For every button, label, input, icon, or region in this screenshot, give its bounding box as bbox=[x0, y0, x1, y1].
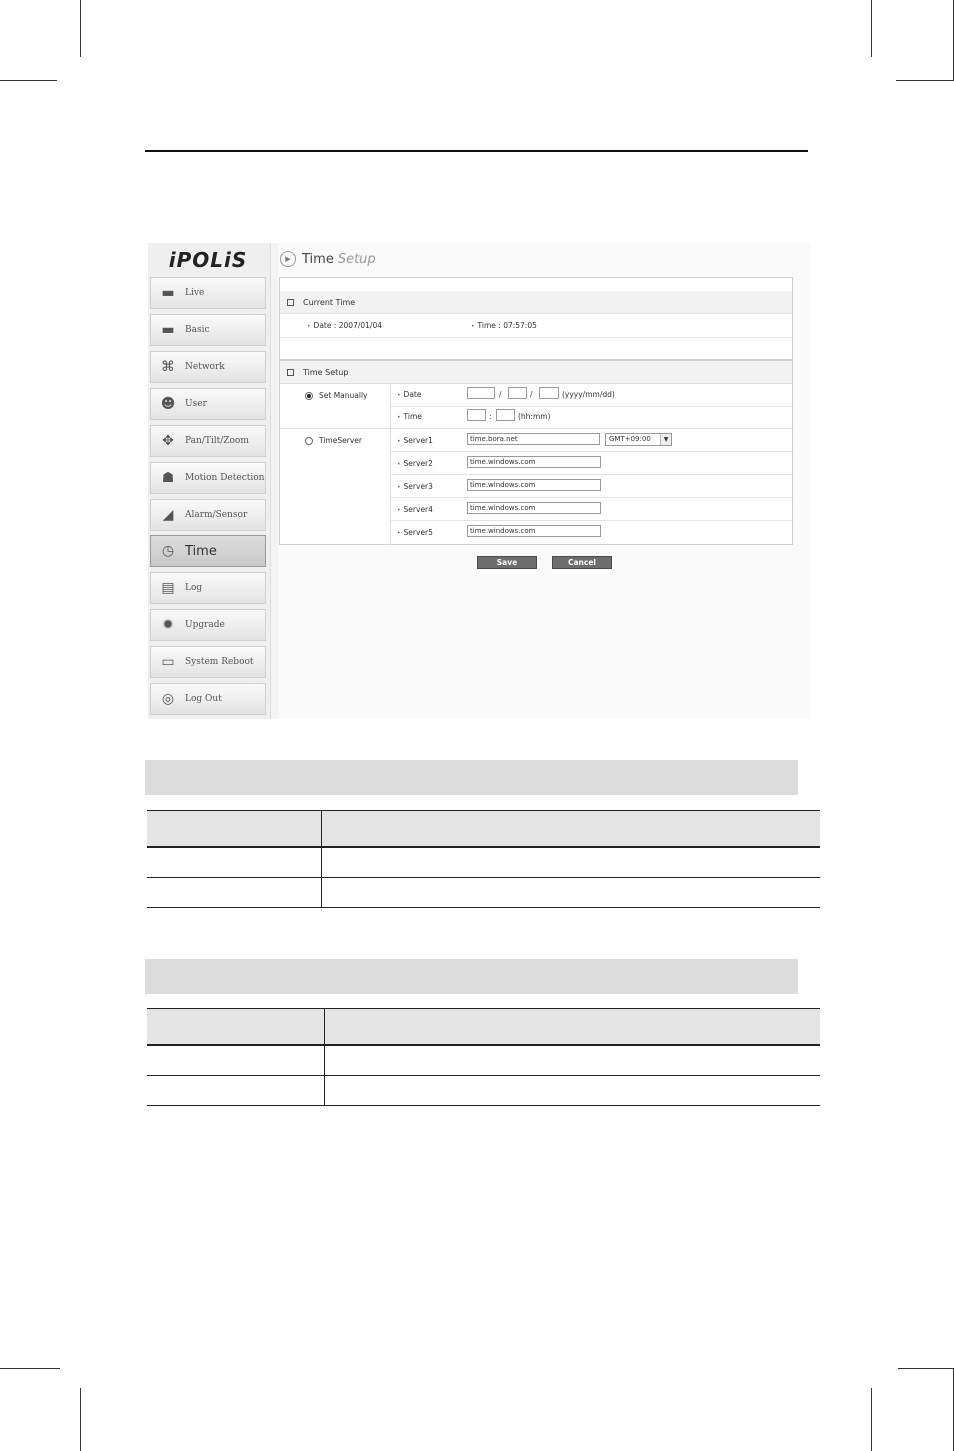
divider bbox=[280, 428, 794, 429]
main-content bbox=[278, 243, 811, 719]
current-date: • Date : 2007/01/04 bbox=[307, 321, 382, 330]
sidebar-item-basic[interactable] bbox=[150, 314, 266, 346]
sidebar-item-network[interactable] bbox=[150, 351, 266, 383]
network-icon: ⌘ bbox=[161, 359, 175, 375]
sidebar-item-label: Basic bbox=[185, 325, 210, 335]
table-row bbox=[147, 1076, 820, 1106]
square-icon bbox=[287, 299, 294, 306]
table-row bbox=[147, 847, 820, 878]
crop-mark bbox=[871, 1388, 872, 1451]
square-icon bbox=[287, 369, 294, 376]
chevron-down-icon[interactable]: ▼ bbox=[660, 434, 671, 445]
motion-icon: ☗ bbox=[161, 470, 175, 486]
sidebar-item-system-reboot[interactable] bbox=[150, 646, 266, 678]
server4-label: • Server4 bbox=[397, 505, 433, 514]
time-setup-panel bbox=[279, 360, 793, 545]
radio-icon[interactable] bbox=[305, 437, 313, 445]
cancel-button[interactable]: Cancel bbox=[552, 556, 612, 569]
sidebar-item-upgrade[interactable] bbox=[150, 609, 266, 641]
server1-label: • Server1 bbox=[397, 436, 433, 445]
date-format-hint: (yyyy/mm/dd) bbox=[562, 390, 615, 399]
monitor-icon: ▬ bbox=[161, 322, 175, 338]
current-time: • Time : 07:57:05 bbox=[471, 321, 537, 330]
save-button[interactable]: Save bbox=[477, 556, 537, 569]
sidebar-item-label: Live bbox=[185, 288, 205, 298]
sidebar-item-label: Log bbox=[185, 583, 203, 593]
time-separator: : bbox=[489, 412, 492, 421]
sidebar-item-label: Upgrade bbox=[185, 620, 225, 630]
current-time-header bbox=[280, 291, 792, 314]
hour-input[interactable] bbox=[467, 409, 486, 421]
section-bar bbox=[145, 760, 798, 795]
time-format-hint: (hh:mm) bbox=[518, 412, 551, 421]
page-title-sub: Setup bbox=[337, 251, 376, 267]
server2-label: • Server2 bbox=[397, 459, 433, 468]
header-rule bbox=[145, 150, 808, 152]
divider bbox=[390, 451, 794, 452]
sidebar-item-label: Motion Detection bbox=[185, 473, 265, 483]
sidebar-item-motion-detection[interactable] bbox=[150, 462, 266, 494]
divider bbox=[390, 520, 794, 521]
sidebar-item-user[interactable] bbox=[150, 388, 266, 420]
monitor-icon: ▬ bbox=[161, 285, 175, 301]
sidebar-item-label: Pan/Tilt/Zoom bbox=[185, 436, 249, 446]
radio-icon[interactable] bbox=[305, 392, 313, 400]
crop-mark bbox=[80, 0, 81, 57]
divider bbox=[390, 474, 794, 475]
table-header-row bbox=[147, 1009, 820, 1046]
table-header-row bbox=[147, 811, 820, 848]
sidebar-item-label: User bbox=[185, 399, 207, 409]
sidebar bbox=[148, 243, 271, 719]
sidebar-item-log[interactable] bbox=[150, 572, 266, 604]
section-title: Current Time bbox=[303, 297, 356, 307]
date-separator: / bbox=[499, 390, 502, 399]
minute-input[interactable] bbox=[496, 409, 515, 421]
reboot-icon: ▭ bbox=[161, 654, 175, 670]
crop-mark bbox=[871, 0, 872, 57]
sidebar-item-alarm-sensor[interactable] bbox=[150, 499, 266, 531]
sidebar-item-time[interactable] bbox=[150, 535, 266, 567]
crop-mark bbox=[896, 80, 954, 81]
sidebar-item-live[interactable] bbox=[150, 277, 266, 309]
parameter-table bbox=[147, 810, 820, 908]
section-title: Time Setup bbox=[303, 367, 349, 377]
day-input[interactable] bbox=[539, 387, 559, 399]
set-manually-option[interactable]: Set Manually bbox=[305, 391, 367, 400]
year-input[interactable] bbox=[467, 387, 495, 399]
table-row bbox=[147, 1045, 820, 1076]
divider bbox=[390, 406, 794, 407]
stopwatch-icon: ◷ bbox=[161, 543, 175, 559]
sidebar-item-label: Network bbox=[185, 362, 225, 372]
time-setup-screenshot bbox=[148, 243, 811, 719]
current-time-panel bbox=[279, 277, 793, 360]
server5-label: • Server5 bbox=[397, 528, 433, 537]
crop-mark bbox=[898, 1368, 954, 1369]
server4-input[interactable]: time.windows.com bbox=[467, 502, 601, 514]
timezone-select[interactable]: GMT+09:00 ▼ bbox=[605, 433, 672, 446]
logo: iPOLiS bbox=[168, 248, 248, 272]
divider bbox=[390, 497, 794, 498]
server1-input[interactable]: time.bora.net bbox=[467, 433, 600, 445]
sidebar-item-label: Time bbox=[185, 543, 217, 559]
section-bar bbox=[145, 959, 798, 994]
sidebar-item-label: Log Out bbox=[185, 694, 222, 704]
users-icon: ☻ bbox=[160, 396, 176, 412]
crop-mark bbox=[0, 1368, 60, 1369]
parameter-table bbox=[147, 1008, 820, 1106]
ptz-icon: ✥ bbox=[162, 433, 174, 449]
play-icon: ▶ bbox=[280, 251, 296, 267]
page-title bbox=[280, 249, 376, 269]
divider bbox=[280, 337, 792, 338]
sidebar-item-log-out[interactable] bbox=[150, 683, 266, 715]
time-setup-header bbox=[280, 361, 792, 384]
crop-mark bbox=[80, 1388, 81, 1451]
sidebar-item-ptz[interactable] bbox=[150, 425, 266, 457]
crop-mark bbox=[0, 80, 57, 81]
alarm-icon: ◢ bbox=[162, 507, 174, 523]
timeserver-option[interactable]: TimeServer bbox=[305, 436, 362, 445]
sidebar-item-label: System Reboot bbox=[185, 657, 254, 667]
server5-input[interactable]: time.windows.com bbox=[467, 525, 601, 537]
power-icon: ◎ bbox=[161, 691, 175, 707]
time-label: • Time bbox=[397, 412, 422, 421]
month-input[interactable] bbox=[508, 387, 527, 399]
server3-input[interactable]: time.windows.com bbox=[467, 479, 601, 491]
sidebar-item-label: Alarm/Sensor bbox=[185, 510, 248, 520]
date-label: • Date bbox=[397, 390, 421, 399]
server2-input[interactable]: time.windows.com bbox=[467, 456, 601, 468]
date-separator: / bbox=[530, 390, 533, 399]
page-title-text: Time bbox=[302, 251, 334, 267]
gear-icon: ✹ bbox=[162, 617, 174, 633]
log-icon: ▤ bbox=[161, 580, 175, 596]
server3-label: • Server3 bbox=[397, 482, 433, 491]
table-row bbox=[147, 878, 820, 908]
